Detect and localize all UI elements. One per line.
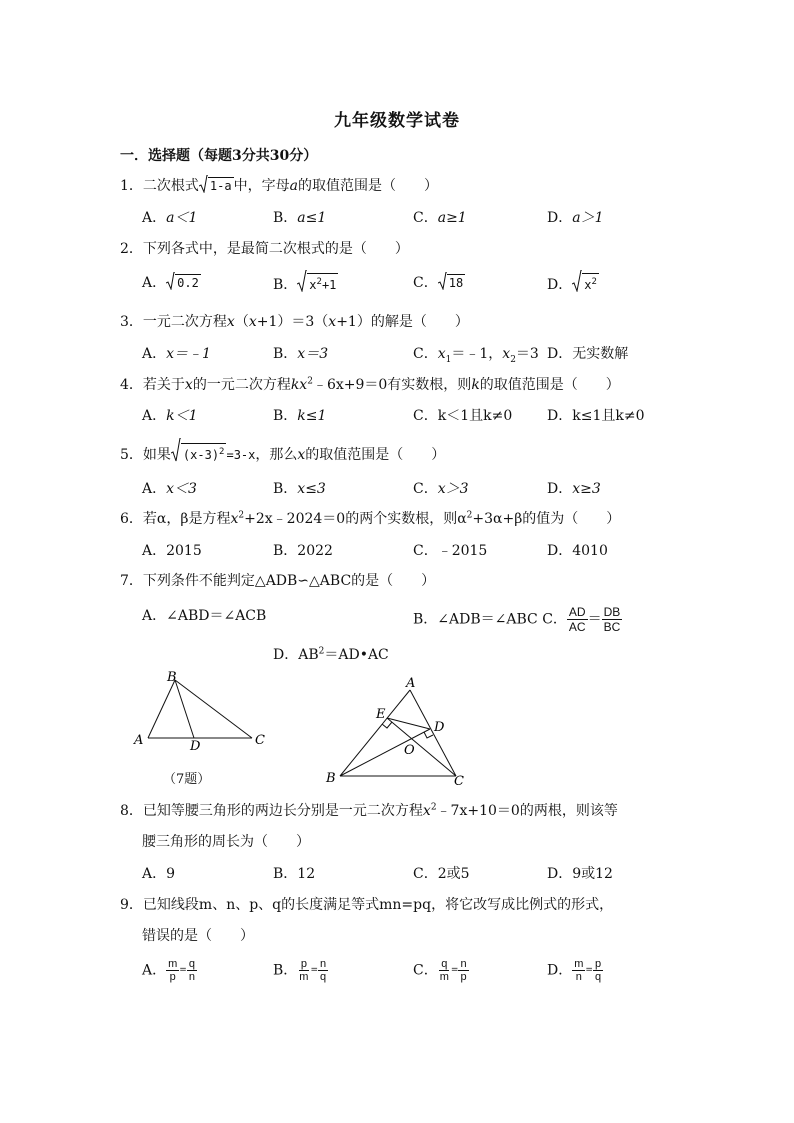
q9-option-a: A． $\frac{m}{p}$ = $\frac{q}{n}$ xyxy=(142,958,195,983)
point-d-label: D xyxy=(434,720,445,735)
sqrt-expression: 18 xyxy=(438,272,465,290)
point-e-label: E xyxy=(376,707,386,722)
q8-option-c: C．2或5 xyxy=(413,866,470,882)
page-title: 九年级数学试卷 xyxy=(334,111,460,131)
question-number: 2． xyxy=(120,241,143,257)
question-6: 6．若α，β是方程$x^2+2x﹣2024=0$的两个实数根，则$\alpha^2+3\alpha+\beta$的值为（ ） xyxy=(120,510,621,527)
q1-option-a: A．a＜1 xyxy=(142,210,198,226)
q5-option-b: B．x≤3 xyxy=(273,481,326,497)
question-2 xyxy=(120,238,409,258)
variable: a xyxy=(289,178,298,194)
question-text: 下列各式中，是最简二次根式的是（ ） xyxy=(142,241,409,257)
sqrt-expression: $(x-3)^2$ xyxy=(171,438,227,462)
q5-option-d: D．x≥3 xyxy=(547,481,601,497)
q4-option-c: C．k＜1且k≠0 xyxy=(413,408,513,424)
q6-option-c: C．﹣2015 xyxy=(413,543,488,559)
q6-option-a: A．2015 xyxy=(142,543,202,559)
question-7: 7．下列条件不能判定△ADB∽△ABC的是（ ） xyxy=(120,573,436,589)
question-1 xyxy=(120,175,438,195)
point-o-label: O xyxy=(404,743,415,758)
radicand: 1-a xyxy=(209,179,232,193)
vertex-c-label: C xyxy=(255,733,265,748)
q1-option-c: C．a≥1 xyxy=(413,210,467,226)
question-8-line-1: 8．已知等腰三角形的两边长分别是一元二次方程$x^2﹣7x+10=0$的两根，则该等 xyxy=(120,802,618,819)
q5-option-a: A．x＜3 xyxy=(142,481,197,497)
section-heading: 一．选择题（每题3分共30分） xyxy=(120,148,318,164)
figure-triangle-abc xyxy=(130,668,280,758)
q8-option-a: A．9 xyxy=(142,866,176,882)
q3-option-d: D．无实数解 xyxy=(547,346,629,362)
q5-option-c: C．x＞3 xyxy=(413,481,469,497)
q1-option-d: D．a＞1 xyxy=(547,210,604,226)
q4-option-a: A．k＜1 xyxy=(142,408,198,424)
q6-option-b: B．2022 xyxy=(273,543,333,559)
q4-option-d: D．k≤1且k≠0 xyxy=(547,408,645,424)
question-9-line-1: 9．已知线段m、n、p、q的长度满足等式mn=pq，将它改写成比例式的形式， xyxy=(120,897,614,913)
vertex-a-label: A xyxy=(406,676,416,691)
q2-option-d: D． $x^2$ xyxy=(547,270,599,294)
q1-text-post2: 的取值范围是（ ） xyxy=(297,178,438,194)
vertex-b-label: B xyxy=(167,670,177,685)
q7-option-b: B．∠ADB＝∠ABC C． $\frac{AD}{AC}$ ＝ $\frac{DB}{BC}$ xyxy=(413,605,621,634)
question-4: 4．若关于x的一元二次方程$kx^2﹣6x+9=0$有实数根，则k的取值范围是（ ） xyxy=(120,376,620,393)
question-number: 1． xyxy=(120,178,143,194)
question-8-line-2: 腰三角形的周长为（ ） xyxy=(142,834,310,850)
q9-option-d: D． $\frac{m}{n}$ = $\frac{p}{q}$ xyxy=(547,958,602,983)
point-d-label: D xyxy=(190,739,201,754)
question-9-line-2: 错误的是（ ） xyxy=(142,928,254,944)
q4-option-b: B．k≤1 xyxy=(273,408,327,424)
figure-caption: （7题） xyxy=(163,772,211,787)
q1-text-post: 中，字母 xyxy=(233,178,290,194)
fraction: $\frac{DB}{BC}$ xyxy=(603,605,621,634)
sqrt-expression: 0.2 xyxy=(166,272,201,290)
figure-triangle-altitudes xyxy=(320,672,480,790)
q2-option-a: A． 0.2 xyxy=(142,272,201,292)
q9-option-b: B． $\frac{p}{m}$ = $\frac{n}{q}$ xyxy=(273,958,327,983)
q1-text-pre: 二次根式 xyxy=(142,178,199,194)
vertex-b-label: B xyxy=(326,771,336,786)
q3-option-a: A．x＝﹣1 xyxy=(142,346,211,362)
vertex-c-label: C xyxy=(454,774,464,789)
q7-option-d: D．$AB^2=AD•AC$ xyxy=(273,646,389,663)
sqrt-expression: $x^2+1$ xyxy=(297,270,338,292)
q3-option-b: B．x＝3 xyxy=(273,346,329,362)
q8-option-b: B．12 xyxy=(273,866,316,882)
fraction: $\frac{AD}{AC}$ xyxy=(568,605,586,634)
q3-option-c: C．$x_1=﹣1$，$x_2=3$ xyxy=(413,346,539,365)
question-3: 3．一元二次方程x（x+1）＝3（x+1）的解是（ ） xyxy=(120,314,469,330)
q6-option-d: D．4010 xyxy=(547,543,608,559)
question-5: 5．如果 $(x-3)^2$ =3-x，那么x的取值范围是（ ） xyxy=(120,438,445,464)
q9-option-c: C． $\frac{q}{m}$ = $\frac{n}{p}$ xyxy=(413,958,467,983)
sqrt-expression xyxy=(199,175,234,193)
q1-option-b: B．a≤1 xyxy=(273,210,327,226)
q2-option-b: B． $x^2+1$ xyxy=(273,270,338,294)
q2-option-c: C． 18 xyxy=(413,272,465,292)
sqrt-expression: $x^2$ xyxy=(572,270,599,292)
vertex-a-label: A xyxy=(134,733,144,748)
q8-option-d: D．9或12 xyxy=(547,866,613,882)
q7-option-a: A．∠ABD＝∠ACB xyxy=(142,608,267,624)
